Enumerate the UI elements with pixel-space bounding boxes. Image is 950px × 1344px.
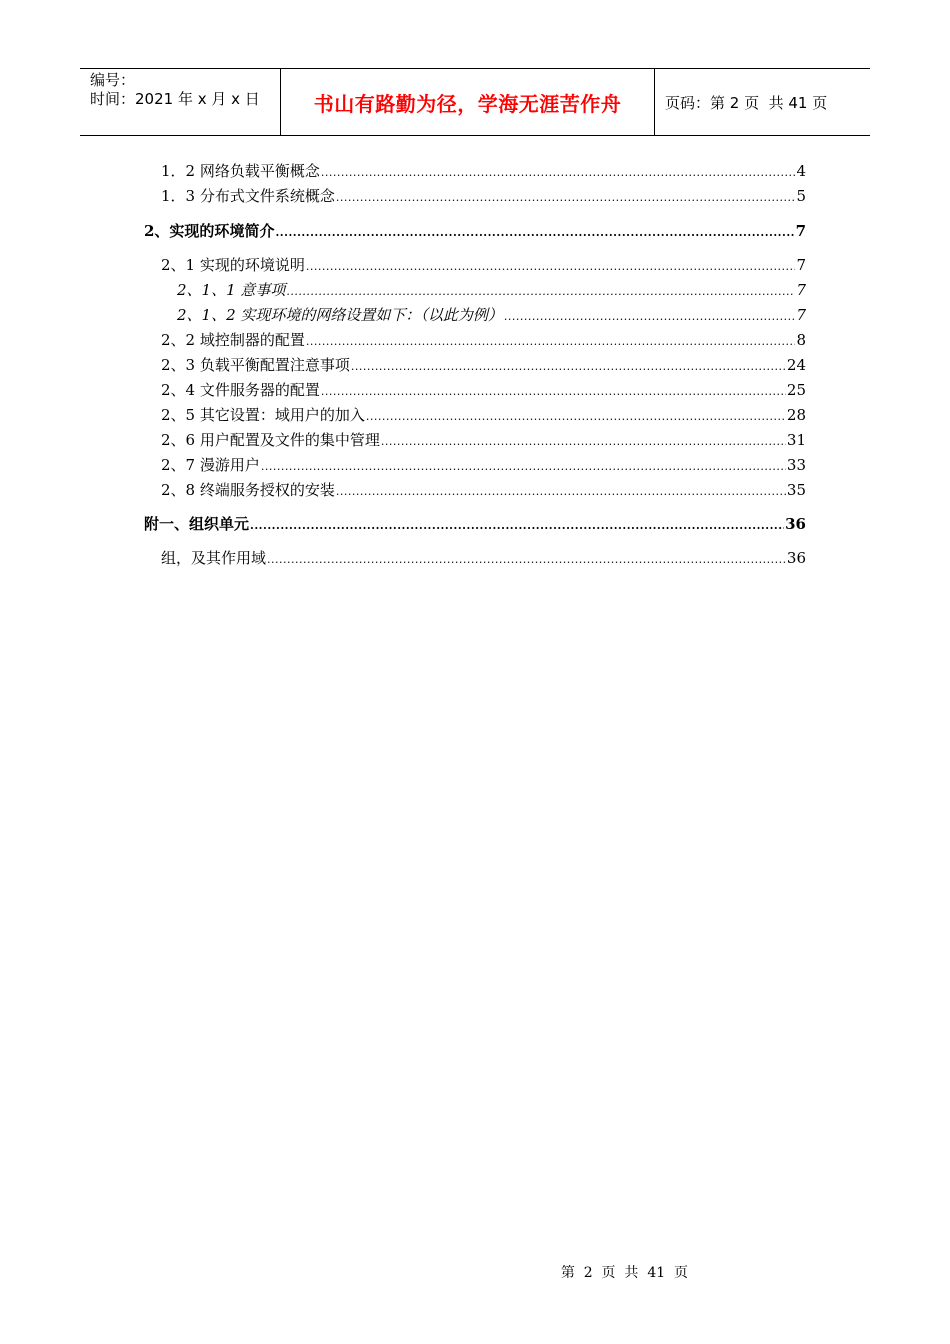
toc-entry-label: 1．3 分布式文件系统概念 [161, 187, 335, 205]
toc-entry[interactable] [161, 354, 806, 376]
toc-entry-label: 1．2 网络负载平衡概念 [161, 162, 320, 180]
toc-entry-label: 2、8 终端服务授权的安装 [161, 481, 335, 499]
toc-entry-page: 7 [796, 281, 806, 299]
toc-entry[interactable] [161, 429, 806, 451]
toc-leader-dots [366, 406, 786, 426]
toc-entry-label: 2、1、1 意事项 [177, 281, 286, 299]
toc-entry-label: 2、6 用户配置及文件的集中管理 [161, 431, 380, 449]
toc-entry-page: 7 [795, 222, 806, 240]
toc-leader-dots [351, 356, 786, 376]
toc-entry-page: 28 [786, 406, 806, 424]
toc-entry-page: 35 [786, 481, 806, 499]
toc-entry-label: 2、1 实现的环境说明 [161, 256, 305, 274]
toc-entry[interactable] [161, 547, 806, 569]
header-page-info: 页码：第 2 页 共 41 页 [665, 93, 828, 112]
toc-entry-label: 2、4 文件服务器的配置 [161, 381, 320, 399]
toc-entry[interactable] [161, 185, 806, 207]
toc-entry[interactable] [177, 279, 806, 301]
toc-entry-page: 7 [796, 306, 806, 324]
header-page-info-cell [655, 69, 870, 135]
toc-entry-label: 2、2 域控制器的配置 [161, 331, 305, 349]
toc-leader-dots [306, 256, 796, 276]
toc-entry-page: 8 [796, 331, 806, 349]
toc-entry-page: 36 [786, 549, 806, 567]
toc-entry-label: 2、1、2 实现环境的网络设置如下：（以此为例） [177, 306, 503, 324]
toc-entry[interactable] [144, 220, 806, 242]
toc-leader-dots [250, 515, 784, 535]
toc-entry-label: 组，及其作用域 [161, 549, 267, 567]
toc-entry[interactable] [161, 254, 806, 276]
toc-leader-dots [286, 281, 795, 301]
toc-leader-dots [336, 481, 786, 501]
toc-leader-dots [321, 162, 796, 182]
toc-leader-dots [321, 381, 786, 401]
toc-leader-dots [275, 222, 794, 242]
toc-entry-page: 4 [796, 162, 806, 180]
footer-page-number: 第 2 页 共 41 页 [560, 1265, 689, 1281]
toc-leader-dots [267, 549, 786, 569]
toc-entry[interactable] [144, 513, 806, 535]
toc-entry-label: 2、实现的环境简介 [144, 222, 275, 240]
toc-entry[interactable] [161, 379, 806, 401]
toc-entry[interactable] [161, 329, 806, 351]
toc-entry[interactable] [161, 479, 806, 501]
toc-leader-dots [306, 331, 796, 351]
toc-entry[interactable] [161, 454, 806, 476]
toc-entry-label: 附一、组织单元 [144, 515, 250, 533]
toc-leader-dots [381, 431, 786, 451]
page-footer [0, 1246, 950, 1282]
toc-entry-page: 24 [786, 356, 806, 374]
toc-entry-label: 2、3 负载平衡配置注意事项 [161, 356, 350, 374]
toc-leader-dots [504, 306, 796, 326]
toc-entry-page: 5 [796, 187, 806, 205]
toc-entry-page: 33 [786, 456, 806, 474]
toc-entry-page: 36 [785, 515, 806, 533]
toc-entry-page: 7 [796, 256, 806, 274]
header-info-cell [80, 69, 281, 135]
toc-leader-dots [261, 456, 786, 476]
header-slogan: 书山有路勤为径，学海无涯苦作舟 [281, 69, 655, 135]
page-header [80, 68, 870, 136]
toc-entry[interactable] [177, 304, 806, 326]
document-date-label: 时间：2021 年 x 月 x 日 [90, 90, 260, 108]
document-number-label: 编号： [90, 71, 136, 89]
toc-entry[interactable] [161, 160, 806, 182]
toc-entry-page: 25 [786, 381, 806, 399]
toc-leader-dots [336, 187, 796, 207]
toc-entry-label: 2、5 其它设置：域用户的加入 [161, 406, 365, 424]
toc-entry[interactable] [161, 404, 806, 426]
toc-entry-label: 2、7 漫游用户 [161, 456, 260, 474]
toc-entry-page: 31 [786, 431, 806, 449]
